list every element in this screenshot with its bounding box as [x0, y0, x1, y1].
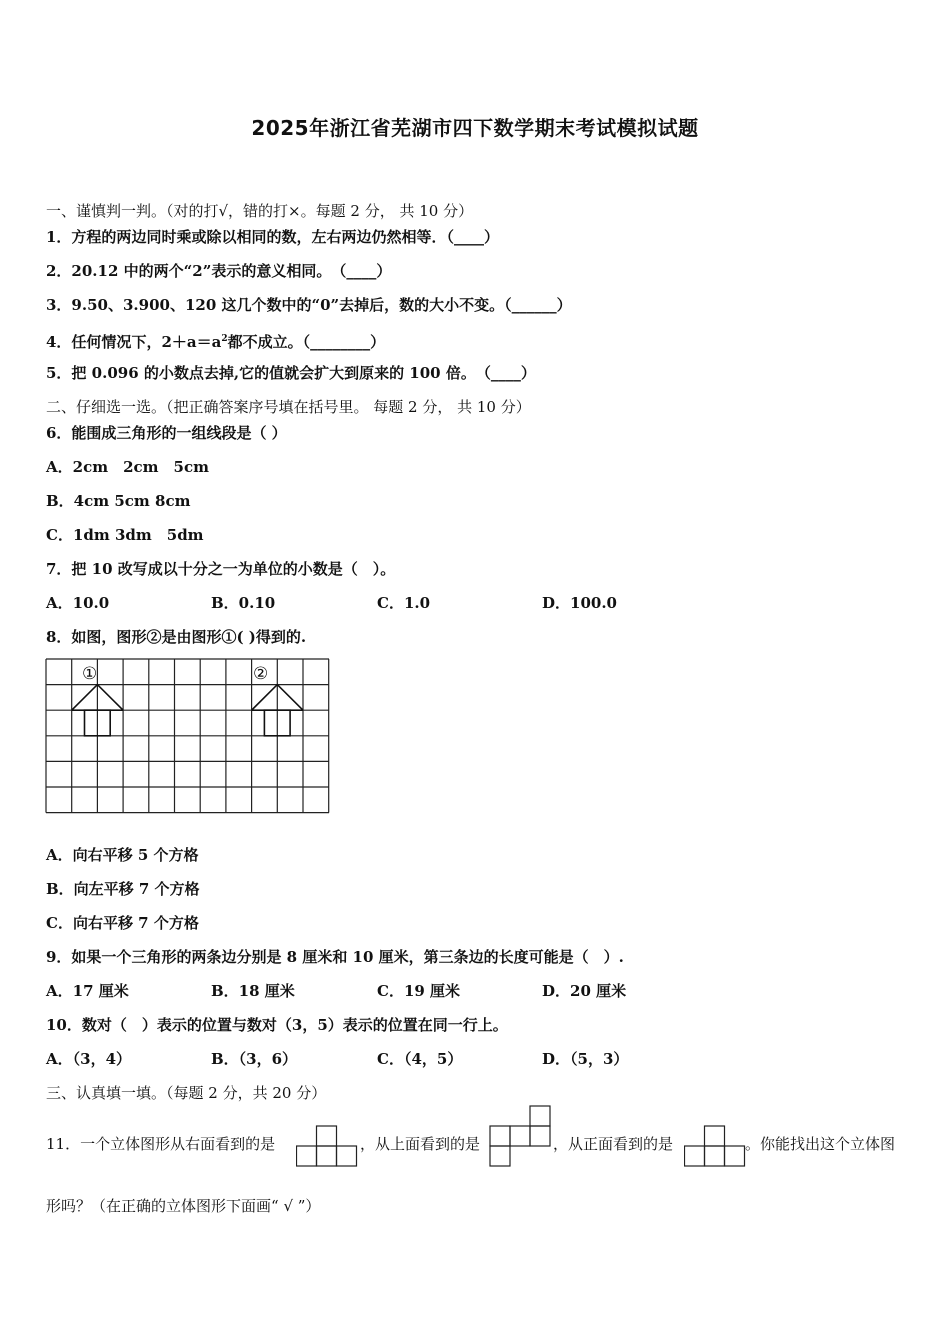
question-9-option-a: A．17 厘米 [46, 982, 129, 1000]
question-11-line-2: 形吗？（在正确的立体图形下面画“ √ ”） [46, 1197, 321, 1215]
question-4 [46, 329, 385, 352]
question-11-part-1: 11．一个立体图形从右面看到的是 [46, 1135, 276, 1153]
question-7-option-a: A．10.0 [46, 594, 110, 612]
question-10-option-b: B．（3，6） [211, 1050, 298, 1068]
question-5: 5．把 0.096 的小数点去掉,它的值就会扩大到原来的 100 倍。 （____） [46, 364, 536, 382]
question-7-option-c: C．1.0 [377, 594, 431, 612]
question-8-option-b: B．向左平移 7 个方格 [46, 880, 200, 898]
question-4-exponent: 2 [221, 334, 228, 344]
question-9-option-c: C．19 厘米 [377, 982, 461, 1000]
question-10-option-a: A．（3，4） [46, 1050, 132, 1068]
question-10: 10．数对（ ）表示的位置与数对（3，5）表示的位置在同一行上。 [46, 1016, 508, 1034]
page-title: 2025年浙江省芜湖市四下数学期末考试模拟试题 [251, 116, 699, 140]
section-1-heading: 一、谨慎判一判。（对的打√，错的打×。每题 2 分， 共 10 分） [46, 202, 474, 220]
question-8: 8．如图，图形②是由图形①( )得到的. [46, 628, 307, 646]
question-2: 2．20.12 中的两个“2”表示的意义相同。 （____） [46, 262, 392, 280]
question-6-option-a: A．2cm 2cm 5cm [46, 458, 209, 476]
question-9: 9．如果一个三角形的两条边分别是 8 厘米和 10 厘米，第三条边的长度可能是（ ）. [46, 948, 624, 966]
question-6-option-b: B．4cm 5cm 8cm [46, 492, 191, 510]
figure-1-label: ① [82, 664, 98, 684]
question-8-option-a: A．向右平移 5 个方格 [46, 846, 199, 864]
question-11-part-3: ，从正面看到的是 [553, 1135, 674, 1153]
question-11-part-2: ，从上面看到的是 [360, 1135, 481, 1153]
question-10-option-d: D．（5，3） [542, 1050, 629, 1068]
section-3-heading: 三、认真填一填。（每题 2 分，共 20 分） [46, 1084, 327, 1102]
question-11-part-4: 。你能找出这个立体图 [745, 1135, 896, 1153]
question-8-option-c: C．向右平移 7 个方格 [46, 914, 199, 932]
section-2-heading: 二、仔细选一选。（把正确答案序号填在括号里。 每题 2 分， 共 10 分） [46, 398, 531, 416]
front-view-figure [684, 1125, 746, 1167]
question-7-option-d: D．100.0 [542, 594, 617, 612]
question-7: 7．把 10 改写成以十分之一为单位的小数是（ ）。 [46, 560, 396, 578]
right-view-figure [296, 1125, 358, 1167]
question-10-option-c: C．（4，5） [377, 1050, 463, 1068]
question-4-prefix: 4．任何情况下，2＋a＝a [46, 333, 222, 351]
figure-2-label: ② [253, 664, 269, 684]
question-3: 3．9.50、3.900、120 这几个数中的“0”去掉后，数的大小不变。（______） [46, 296, 572, 314]
question-6: 6．能围成三角形的一组线段是（ ） [46, 424, 287, 442]
question-8-grid-figure [45, 658, 331, 815]
question-7-option-b: B．0.10 [211, 594, 276, 612]
question-9-option-b: B．18 厘米 [211, 982, 295, 1000]
top-view-figure [489, 1105, 553, 1167]
question-9-option-d: D．20 厘米 [542, 982, 627, 1000]
question-4-suffix: 都不成立。（________） [227, 333, 386, 351]
question-6-option-c: C．1dm 3dm 5dm [46, 526, 204, 544]
question-1: 1．方程的两边同时乘或除以相同的数，左右两边仍然相等．（____） [46, 228, 499, 246]
